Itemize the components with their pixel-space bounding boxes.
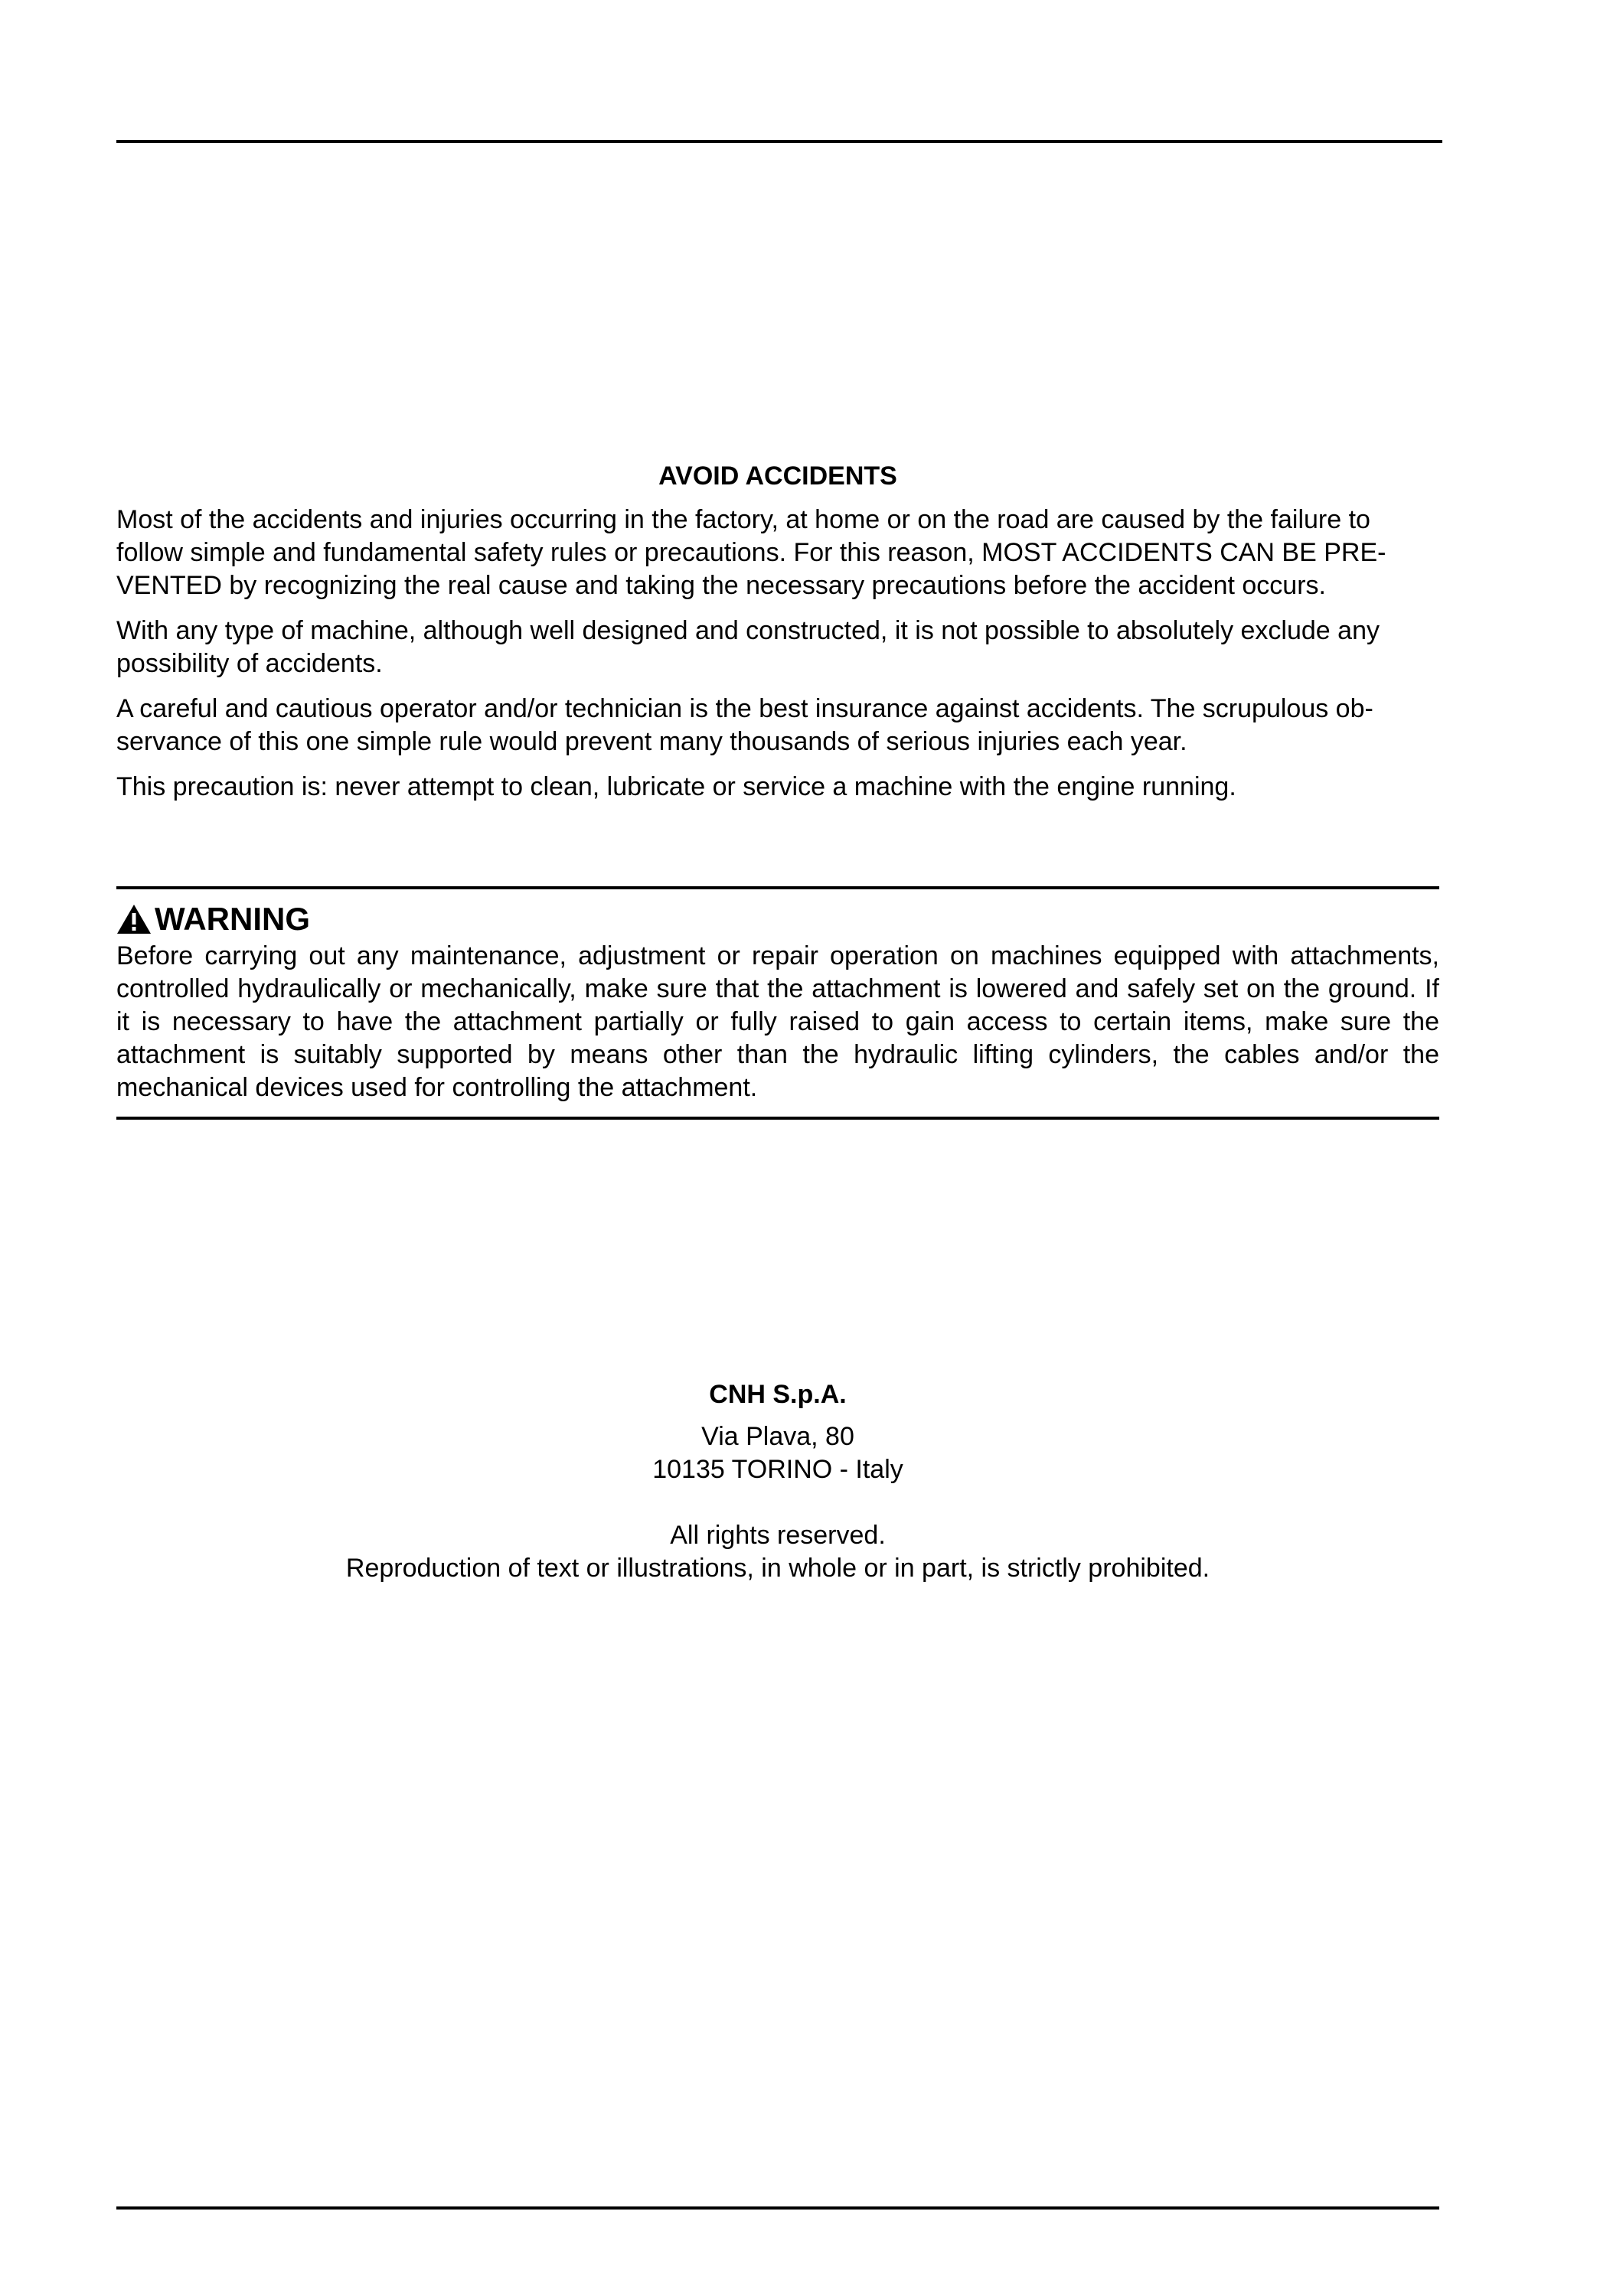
avoid-accidents-paragraph: This precaution is: never attempt to clean, lubricate or service a machine with the engine running. xyxy=(116,772,1236,801)
company-spacer xyxy=(116,1486,1439,1519)
warning-header xyxy=(116,900,1439,938)
avoid-accidents-heading: AVOID ACCIDENTS xyxy=(658,461,897,491)
avoid-accidents-section xyxy=(116,459,1439,816)
warning-title: WARNING xyxy=(155,901,310,937)
avoid-accidents-paragraph: With any type of machine, although well designed and constructed, it is not possible to absolutely exclude any possibility of accidents. xyxy=(116,616,1380,678)
warning-body: Before carrying out any maintenance, adjustment or repair operation on machines equipped with attachments, controlled hydraulically or mechanically, make sure that the attachment is lowered and safely set on the ground. If it is necessary to have the attachment partially or fully raised to gain access to certain items, make sure the attachment is suitably supported by means other than the hydraulic lifting cylinders, the cables and/or the mechanical devices used for controlling the attachment. xyxy=(116,941,1439,1102)
warning-box xyxy=(116,886,1439,1120)
avoid-accidents-paragraph: Most of the accidents and injuries occurring in the factory, at home or on the road are caused by the failure to follow simple and fundamental safety rules or precautions. For this reason, MOST ACCIDENTS CAN BE PRE-VENTED by recognizing the real cause and taking the necessary precautions before the accident occurs. xyxy=(116,505,1386,600)
top-divider xyxy=(116,140,1442,143)
rights-notice: All rights reserved. xyxy=(670,1521,886,1550)
company-name: CNH S.p.A. xyxy=(709,1380,847,1409)
warning-triangle-icon xyxy=(116,904,152,934)
reproduction-notice: Reproduction of text or illustrations, in whole or in part, is strictly prohibited. xyxy=(345,1554,1210,1583)
company-address-city: 10135 TORINO - Italy xyxy=(652,1455,903,1484)
company-address-street: Via Plava, 80 xyxy=(701,1422,854,1451)
avoid-accidents-paragraph: A careful and cautious operator and/or technician is the best insurance against accidents. The scrupulous ob-servance of this one simple rule would prevent many thousands of serious injuries each year. xyxy=(116,694,1373,756)
company-info xyxy=(116,1378,1439,1585)
bottom-divider xyxy=(116,2206,1439,2210)
